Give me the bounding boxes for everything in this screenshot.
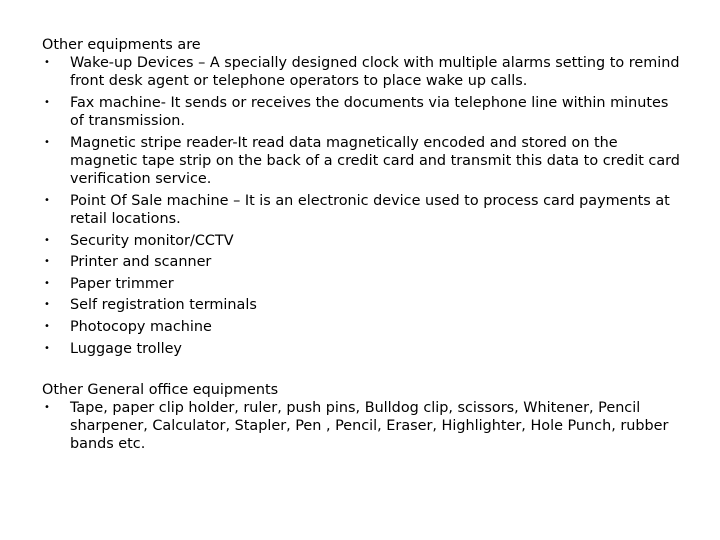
- list-item: [42, 340, 682, 358]
- list-item-text: Paper trimmer: [70, 275, 174, 292]
- bullet: •: [44, 299, 50, 311]
- general-office-list: [42, 399, 682, 454]
- list-item-text: Self registration terminals: [70, 297, 257, 314]
- bullet: •: [44, 320, 50, 332]
- list-item: [42, 192, 682, 228]
- list-item: [42, 318, 682, 336]
- section-spacer: [42, 358, 682, 381]
- list-item: [42, 94, 682, 130]
- list-item-text: Magnetic stripe reader-It read data magnetically encoded and stored on the magnetic tape strip on the back of a credit card and transmit this data to credit card verification service.: [70, 134, 680, 188]
- list-item: [42, 296, 682, 314]
- bullet: •: [44, 256, 50, 268]
- list-item-text: Printer and scanner: [70, 254, 212, 271]
- section-heading-other-equipments: Other equipments are: [42, 37, 201, 53]
- bullet: •: [44, 194, 50, 206]
- list-item: [42, 134, 682, 189]
- bullet: •: [44, 234, 50, 246]
- bullet: •: [44, 97, 50, 108]
- list-item-text: Fax machine- It sends or receives the documents via telephone line within minutes of transmission.: [70, 95, 669, 130]
- section-heading-general-office-equipments: Other General office equipments: [42, 381, 279, 398]
- list-item-text: Point Of Sale machine – It is an electronic device used to process card payments at retail locations.: [70, 192, 670, 227]
- list-item: [42, 54, 682, 90]
- list-item-text: Photocopy machine: [70, 318, 212, 335]
- list-item-text: Luggage trolley: [70, 340, 182, 357]
- bullet: •: [44, 342, 50, 354]
- bullet: •: [44, 401, 50, 413]
- list-item: [42, 232, 682, 250]
- bullet: •: [44, 277, 50, 289]
- bullet: •: [44, 136, 50, 148]
- list-item: [42, 253, 682, 271]
- list-item-text: Wake-up Devices – A specially designed clock with multiple alarms setting to remind front desk agent or telephone operators to place wake up calls.: [70, 55, 680, 90]
- list-item-text: Security monitor/CCTV: [70, 232, 234, 249]
- list-item: [42, 275, 682, 293]
- equipment-list: [42, 54, 682, 358]
- list-item: [42, 399, 682, 454]
- slide-content: [42, 36, 682, 454]
- list-item-text: Tape, paper clip holder, ruler, push pins, Bulldog clip, scissors, Whitener, Pencil sharpener, Calculator, Stapler, Pen , Pencil, Eraser, Highlighter, Hole Punch, rubber bands etc.: [70, 399, 669, 453]
- bullet: •: [44, 57, 50, 69]
